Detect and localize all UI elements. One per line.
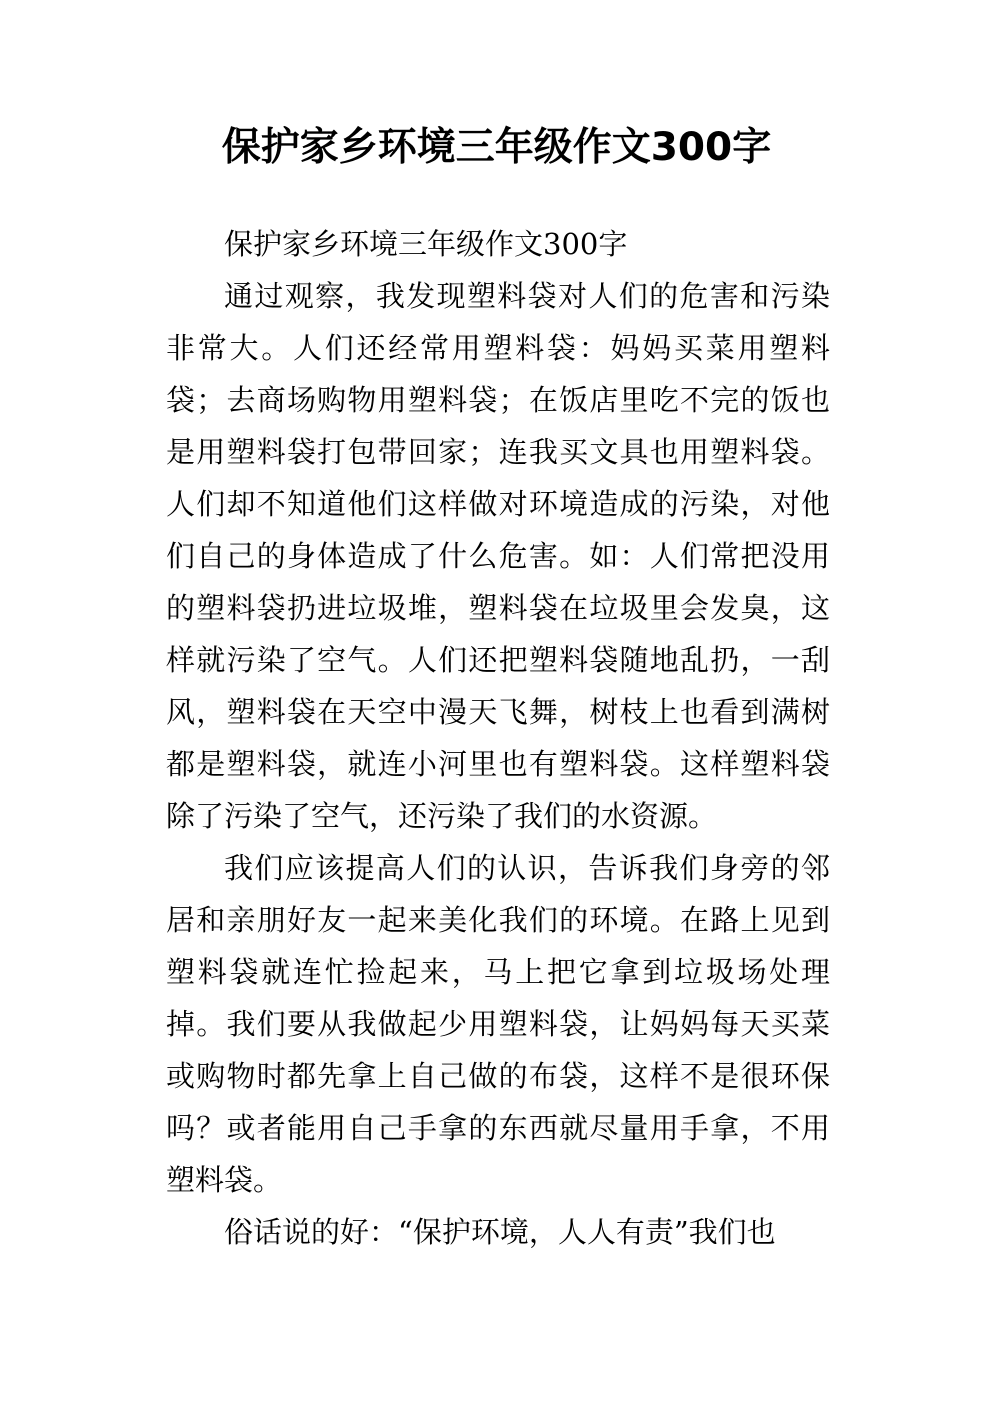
document-title: 保护家乡环境三年级作文300字 (221, 125, 772, 170)
paragraph-proverb: 俗话说的好：“保护环境，人人有责”我们也 (224, 1215, 776, 1249)
paragraph-observation: 通过观察，我发现塑料袋对人们的危害和污染非常大。人们还经常用塑料袋：妈妈买菜用塑料袋；去商场购物用塑料袋；在饭店里吃不完的饭也是用塑料袋打包带回家；连我买文具也用塑料袋。人们却不知道他们这样做对环境造成的污染，对他们自己的身体造成了什么危害。如：人们常把没用的塑料袋扔进垃圾堆，塑料袋在垃圾里会发臭，这样就污染了空气。人们还把塑料袋随地乱扔，一刮风，塑料袋在天空中漫天飞舞，树枝上也看到满树都是塑料袋，就连小河里也有塑料袋。这样塑料袋除了污染了空气，还污染了我们的水资源。 (166, 279, 830, 833)
paragraph-action: 我们应该提高人们的认识，告诉我们身旁的邻居和亲朋好友一起来美化我们的环境。在路上见到塑料袋就连忙捡起来，马上把它拿到垃圾场处理掉。我们要从我做起少用塑料袋，让妈妈每天买菜或购物时都先拿上自己做的布袋，这样不是很环保吗？或者能用自己手拿的东西就尽量用手拿，不用塑料袋。 (166, 851, 830, 1197)
paragraph-subtitle: 保护家乡环境三年级作文300字 (224, 227, 628, 261)
document-body (166, 218, 830, 1258)
